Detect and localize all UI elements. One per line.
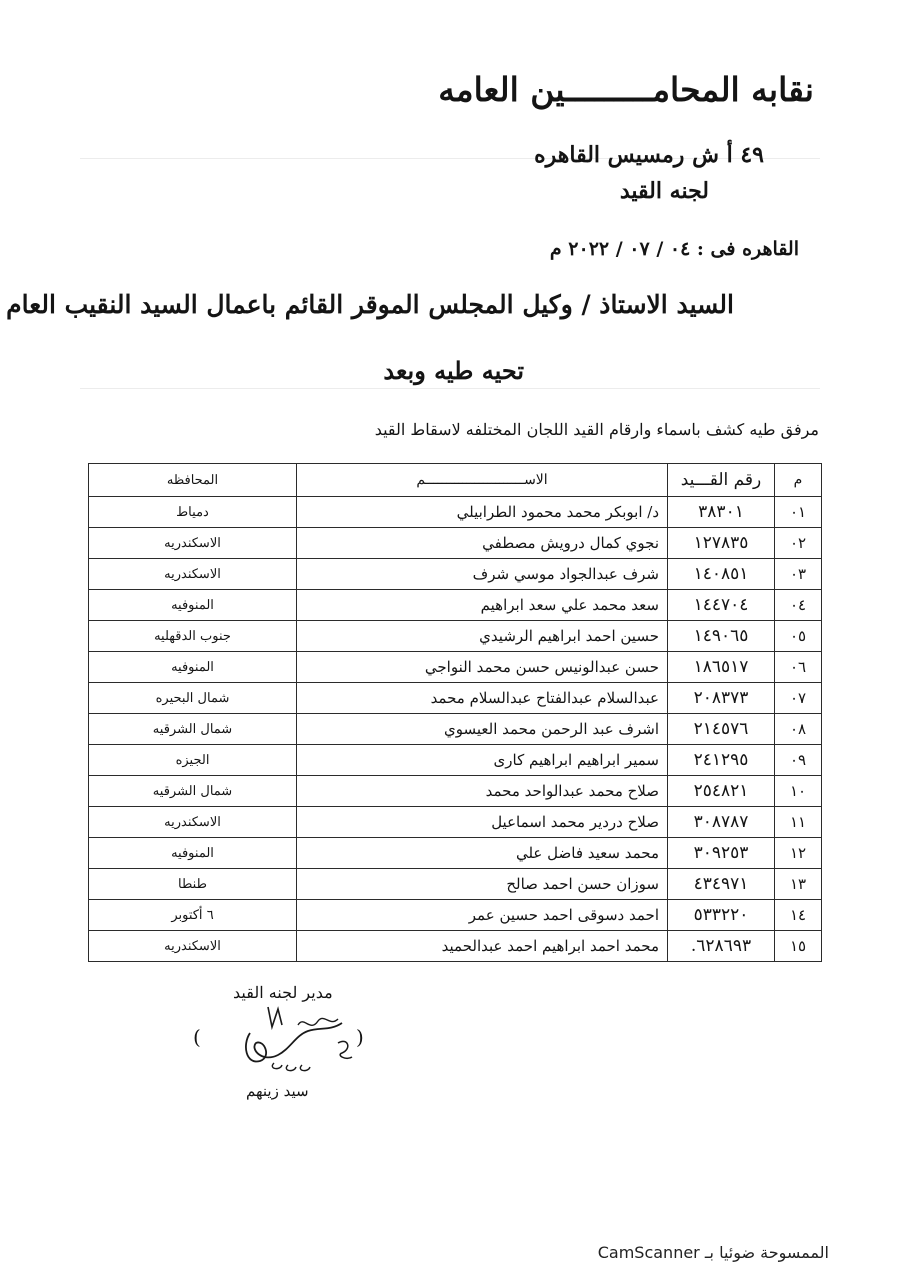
row-governorate: طنطا: [89, 869, 297, 900]
row-serial: ٠٨: [775, 714, 822, 745]
row-registration-number: ٢٥٤٨٢١: [668, 776, 775, 807]
row-governorate: الجيزه: [89, 745, 297, 776]
table-row: [89, 528, 822, 559]
row-serial: ٠٥: [775, 621, 822, 652]
row-serial: ١٠: [775, 776, 822, 807]
table-row: [89, 559, 822, 590]
header-name: الاســــــــــــــــــــــــم: [297, 464, 668, 497]
table-body: [89, 497, 822, 962]
letter-greeting: تحيه طيه وبعد: [383, 356, 524, 385]
letterhead-title: نقابه المحامـــــــــين العامه: [438, 70, 814, 109]
row-registration-number: ١٨٦٥١٧: [668, 652, 775, 683]
letterhead-address: ٤٩ أ ش رمسيس القاهره: [534, 142, 764, 168]
table-row: [89, 745, 822, 776]
row-governorate: الاسكندريه: [89, 559, 297, 590]
open-paren: (: [193, 1025, 201, 1049]
row-registration-number: ١٢٧٨٣٥: [668, 528, 775, 559]
table-row: [89, 497, 822, 528]
header-registration-number: رقم القـــيد: [668, 464, 775, 497]
letterhead-committee: لجنه القيد: [619, 178, 709, 204]
row-governorate: المنوفيه: [89, 590, 297, 621]
table-row: [89, 807, 822, 838]
header-serial: م: [775, 464, 822, 497]
row-name: سوزان حسن احمد صالح: [297, 869, 668, 900]
row-serial: ١١: [775, 807, 822, 838]
row-governorate: الاسكندريه: [89, 807, 297, 838]
row-name: سعد محمد علي سعد ابراهيم: [297, 590, 668, 621]
letter-date: القاهره فى : ٠٤ / ٠٧ / ٢٠٢٢ م: [549, 238, 799, 260]
row-registration-number: ١٤٩٠٦٥: [668, 621, 775, 652]
row-registration-number: ٣٨٣٠١: [668, 497, 775, 528]
table-header-row: [89, 464, 822, 497]
row-registration-number: ١٤٠٨٥١: [668, 559, 775, 590]
row-serial: ٠٧: [775, 683, 822, 714]
row-governorate: ٦ أكتوبر: [89, 900, 297, 931]
row-registration-number: ٢٤١٢٩٥: [668, 745, 775, 776]
scan-artifact-line: [80, 388, 820, 389]
scanner-watermark: الممسوحة ضوئيا بـ CamScanner: [597, 1243, 829, 1262]
header-governorate: المحافظه: [89, 464, 297, 497]
row-name: حسين احمد ابراهيم الرشيدي: [297, 621, 668, 652]
row-registration-number: ٢٠٨٣٧٣: [668, 683, 775, 714]
row-governorate: شمال الشرقيه: [89, 776, 297, 807]
row-registration-number: ٢١٤٥٧٦: [668, 714, 775, 745]
row-name: د/ ابوبكر محمد محمود الطرابيلي: [297, 497, 668, 528]
row-name: صلاح محمد عبدالواحد محمد: [297, 776, 668, 807]
table-row: [89, 590, 822, 621]
table-row: [89, 714, 822, 745]
letter-recipient: السيد الاستاذ / وكيل المجلس الموقر القائم باعمال السيد النقيب العام: [6, 290, 734, 319]
row-governorate: جنوب الدقهليه: [89, 621, 297, 652]
row-name: سمير ابراهيم ابراهيم كارى: [297, 745, 668, 776]
table-row: [89, 900, 822, 931]
signatory-name: سيد زينهم: [246, 1082, 309, 1100]
row-name: نجوي كمال درويش مصطفي: [297, 528, 668, 559]
table-row: [89, 869, 822, 900]
row-name: اشرف عبد الرحمن محمد العيسوي: [297, 714, 668, 745]
row-serial: ٠٢: [775, 528, 822, 559]
row-governorate: شمال البحيره: [89, 683, 297, 714]
row-name: حسن عبدالونيس حسن محمد النواجي: [297, 652, 668, 683]
table-row: [89, 838, 822, 869]
row-serial: ٠٣: [775, 559, 822, 590]
row-registration-number: ٤٣٤٩٧١: [668, 869, 775, 900]
row-name: شرف عبدالجواد موسي شرف: [297, 559, 668, 590]
row-name: محمد احمد ابراهيم احمد عبدالحميد: [297, 931, 668, 962]
row-serial: ١٤: [775, 900, 822, 931]
row-serial: ٠٦: [775, 652, 822, 683]
row-registration-number: ٣٠٨٧٨٧: [668, 807, 775, 838]
table-row: [89, 683, 822, 714]
row-serial: ١٥: [775, 931, 822, 962]
row-serial: ١٢: [775, 838, 822, 869]
row-serial: ٠١: [775, 497, 822, 528]
row-name: صلاح دردير محمد اسماعيل: [297, 807, 668, 838]
table-row: [89, 931, 822, 962]
registration-list-table: [88, 463, 822, 962]
handwritten-signature: [238, 1005, 363, 1073]
row-serial: ٠٩: [775, 745, 822, 776]
row-governorate: شمال الشرقيه: [89, 714, 297, 745]
row-governorate: المنوفيه: [89, 838, 297, 869]
row-registration-number: ٣٠٩٢٥٣: [668, 838, 775, 869]
row-registration-number: ١٤٤٧٠٤: [668, 590, 775, 621]
row-governorate: دمياط: [89, 497, 297, 528]
row-governorate: الاسكندريه: [89, 528, 297, 559]
row-name: محمد سعيد فاضل علي: [297, 838, 668, 869]
close-paren: ): [356, 1025, 364, 1049]
row-governorate: الاسكندريه: [89, 931, 297, 962]
row-governorate: المنوفيه: [89, 652, 297, 683]
table-row: [89, 621, 822, 652]
row-serial: ٠٤: [775, 590, 822, 621]
table-row: [89, 652, 822, 683]
row-name: احمد دسوقى احمد حسين عمر: [297, 900, 668, 931]
table-row: [89, 776, 822, 807]
row-name: عبدالسلام عبدالفتاح عبدالسلام محمد: [297, 683, 668, 714]
row-serial: ١٣: [775, 869, 822, 900]
signatory-title: مدير لجنه القيد: [233, 983, 333, 1002]
row-registration-number: ٦٢٨٦٩٣.: [668, 931, 775, 962]
row-registration-number: ٥٣٣٢٢٠: [668, 900, 775, 931]
letter-intro: مرفق طيه كشف باسماء وارقام القيد اللجان المختلفه لاسقاط القيد: [374, 420, 819, 439]
